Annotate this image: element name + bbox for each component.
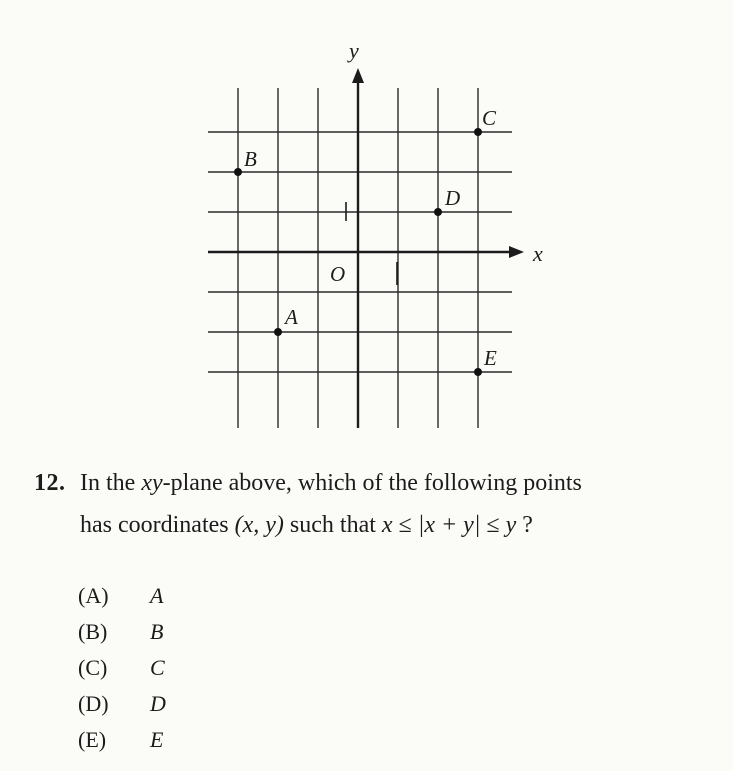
choice-b[interactable] — [78, 614, 166, 650]
question-text: -plane above, which of the following points — [162, 470, 582, 496]
choice-value: C — [150, 655, 165, 680]
point-label-b: B — [244, 147, 257, 171]
question-text: has coordinates — [80, 512, 235, 538]
question-line-1 — [80, 470, 582, 497]
question-coordinates: (x, y) — [234, 512, 284, 538]
choice-value: E — [150, 727, 164, 752]
data-points — [234, 106, 497, 376]
answer-choices — [78, 578, 166, 758]
y-axis-label: y — [349, 38, 359, 63]
choice-label: (B) — [78, 619, 108, 644]
point-label-a: A — [285, 305, 298, 329]
choice-value: D — [150, 691, 166, 716]
question-condition: x ≤ |x + y| ≤ y — [381, 512, 517, 538]
point-label-e: E — [484, 346, 497, 370]
x-axis-label: x — [533, 241, 543, 266]
point-d — [434, 208, 442, 216]
choice-label: (A) — [78, 583, 109, 608]
x-axis-arrow — [509, 246, 524, 258]
choice-label: (C) — [78, 655, 108, 680]
choice-a[interactable] — [78, 578, 166, 614]
point-c — [474, 128, 482, 136]
choice-value: B — [150, 619, 164, 644]
point-a — [274, 328, 282, 336]
y-axis-arrow — [352, 68, 364, 83]
question-text: such that — [283, 512, 382, 538]
question-text: In the — [80, 470, 142, 496]
point-label-c: C — [482, 106, 497, 130]
point-e — [474, 368, 482, 376]
choice-label: (E) — [78, 727, 107, 752]
question-number: 12. — [34, 470, 66, 496]
point-b — [234, 168, 242, 176]
choice-label: (D) — [78, 691, 109, 716]
point-label-d: D — [445, 186, 461, 210]
question-line-2 — [80, 512, 533, 539]
choice-e[interactable] — [78, 722, 166, 758]
choice-c[interactable] — [78, 650, 166, 686]
origin-label: O — [330, 262, 346, 286]
grid-lines — [208, 88, 512, 428]
question-var: xy — [141, 470, 163, 496]
choice-d[interactable] — [78, 686, 166, 722]
question-text: ? — [516, 512, 533, 538]
choice-value: A — [150, 583, 164, 608]
